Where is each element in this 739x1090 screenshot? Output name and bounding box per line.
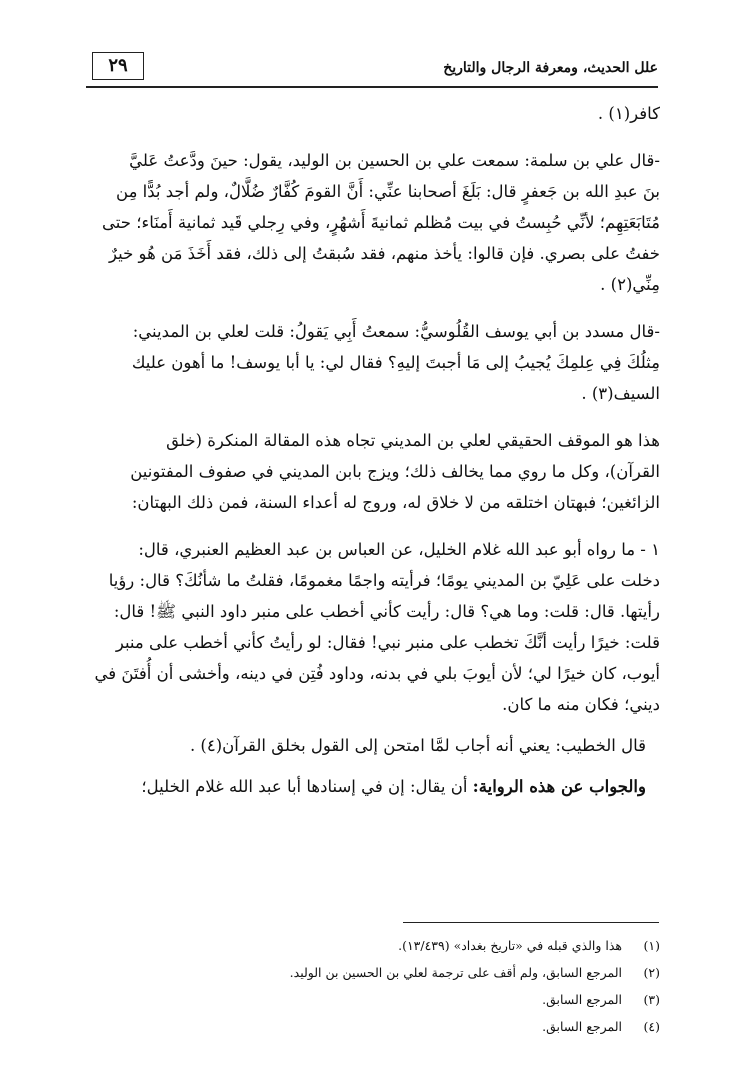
footnotes bbox=[80, 932, 660, 1040]
paragraph-kafir: كافر(١) . bbox=[597, 104, 660, 123]
answer-text: أن يقال: إن في إسنادها أبا عبد الله غلام الخليل؛ bbox=[141, 777, 473, 796]
text-line: هذا هو الموقف الحقيقي لعلي بن المديني تجاه هذه المقالة المنكرة (خلق bbox=[166, 431, 660, 450]
text-line: مِثلُكَ فِي عِلمِكَ يُجيبُ إلى مَا أجبتَ إليهِ؟ فقال لي: يا أبا يوسف! ما أهون عليك bbox=[131, 353, 660, 372]
paragraph-answer bbox=[80, 771, 660, 802]
text-line: ديني؛ فكان منه ما كان. bbox=[502, 695, 660, 714]
text-line: -قال علي بن سلمة: سمعت علي بن الحسين بن الوليد، يقول: حينَ ودَّعتُ عَليَّ bbox=[129, 151, 660, 170]
footnote-text: هذا والذي قبله في «تاريخ بغداد» (١٣/٤٣٩). bbox=[398, 938, 622, 953]
page-header bbox=[86, 46, 658, 88]
text-line: خفتُ على بصري. فإن قالوا: يأخذ منهم، فقد سُبقتُ إلى ذلك، فقد أَخَذَ مَن هُو خيرٌ bbox=[109, 244, 660, 263]
footnote-text: المرجع السابق. bbox=[542, 1019, 622, 1034]
footnote-number: (٣) bbox=[643, 992, 660, 1007]
text-line: قلت: خيرًا رأيت أنَّكَ تخطب على منبر نبي! فقال: لو رأيتُ كأني أخطب على منبر bbox=[115, 633, 660, 652]
text-line: ١ - ما رواه أبو عبد الله غلام الخليل، عن العباس بن عبد العظيم العنبري، قال: bbox=[138, 540, 660, 559]
footnote bbox=[80, 1013, 660, 1040]
footnote bbox=[80, 959, 660, 986]
footnote-number: (١) bbox=[643, 938, 660, 953]
text-line: القرآن)، وكل ما روي مما يخالف ذلك؛ ويزج بابن المديني في صفوف المفتونين bbox=[130, 462, 660, 481]
main-text bbox=[80, 98, 660, 802]
text-line: بنَ عبدِ الله بن جَعفرٍ قال: بَلَغَ أصحابنا عنِّي: أَنَّ القومَ كُفَّارٌ ضُلَّالٌ، ولم أجد بُدًّا مِن bbox=[116, 182, 660, 201]
footnote-number: (٢) bbox=[643, 965, 660, 980]
page-number: ٢٩ bbox=[92, 52, 144, 80]
footnote-divider bbox=[403, 922, 659, 923]
footnote-text: المرجع السابق. bbox=[542, 992, 622, 1007]
running-title: علل الحديث، ومعرفة الرجال والتاريخ bbox=[443, 60, 658, 76]
answer-heading: والجواب عن هذه الرواية: bbox=[472, 777, 646, 796]
footnote bbox=[80, 932, 660, 959]
text-line: -قال مسدد بن أبي يوسف القُلُوسيُّ: سمعتُ أَبِي يَقولُ: قلت لعلي بن المديني: bbox=[132, 322, 660, 341]
text-line: أيوب، كان خيرًا لي؛ لأن أيوبَ بلي في بدنه، وداود فُتِن في دينه، وأخشى أن أُفتَنَ في bbox=[94, 664, 660, 683]
text-line: رأيتها. قال: قلت: وما هي؟ قال: رأيت كأني أخطب على منبر داود النبي ﷺ! قال: bbox=[113, 602, 660, 621]
text-line: السيف(٣) . bbox=[581, 384, 660, 403]
footnote-text: المرجع السابق، ولم أقف على ترجمة لعلي بن الحسين بن الوليد. bbox=[289, 965, 622, 980]
text-line: مِنِّي(٢) . bbox=[600, 275, 660, 294]
footnote bbox=[80, 986, 660, 1013]
text-line: مُتَابَعَتِهِم؛ لأنِّي حُبِستُ في بيت مُظلم ثمانيةَ أَشهُرٍ، وفي رِجلي قَيد ثمانية أَمنَاء؛ حتى bbox=[102, 213, 660, 232]
text-line: الزائغين؛ فبهتان اختلقه من لا خلاق له، وروج له أعداء السنة، فمن ذلك البهتان: bbox=[131, 493, 660, 512]
paragraph-khatib: قال الخطيب: يعني أنه أجاب لمَّا امتحن إلى القول بخلق القرآن(٤) . bbox=[189, 736, 646, 755]
footnote-number: (٤) bbox=[643, 1019, 660, 1034]
text-line: دخلت على عَلِيّ بن المديني يومًا؛ فرأيته واجمًا مغمومًا، فقلتُ ما شأنُكَ؟ قال: رؤيا bbox=[108, 571, 660, 590]
